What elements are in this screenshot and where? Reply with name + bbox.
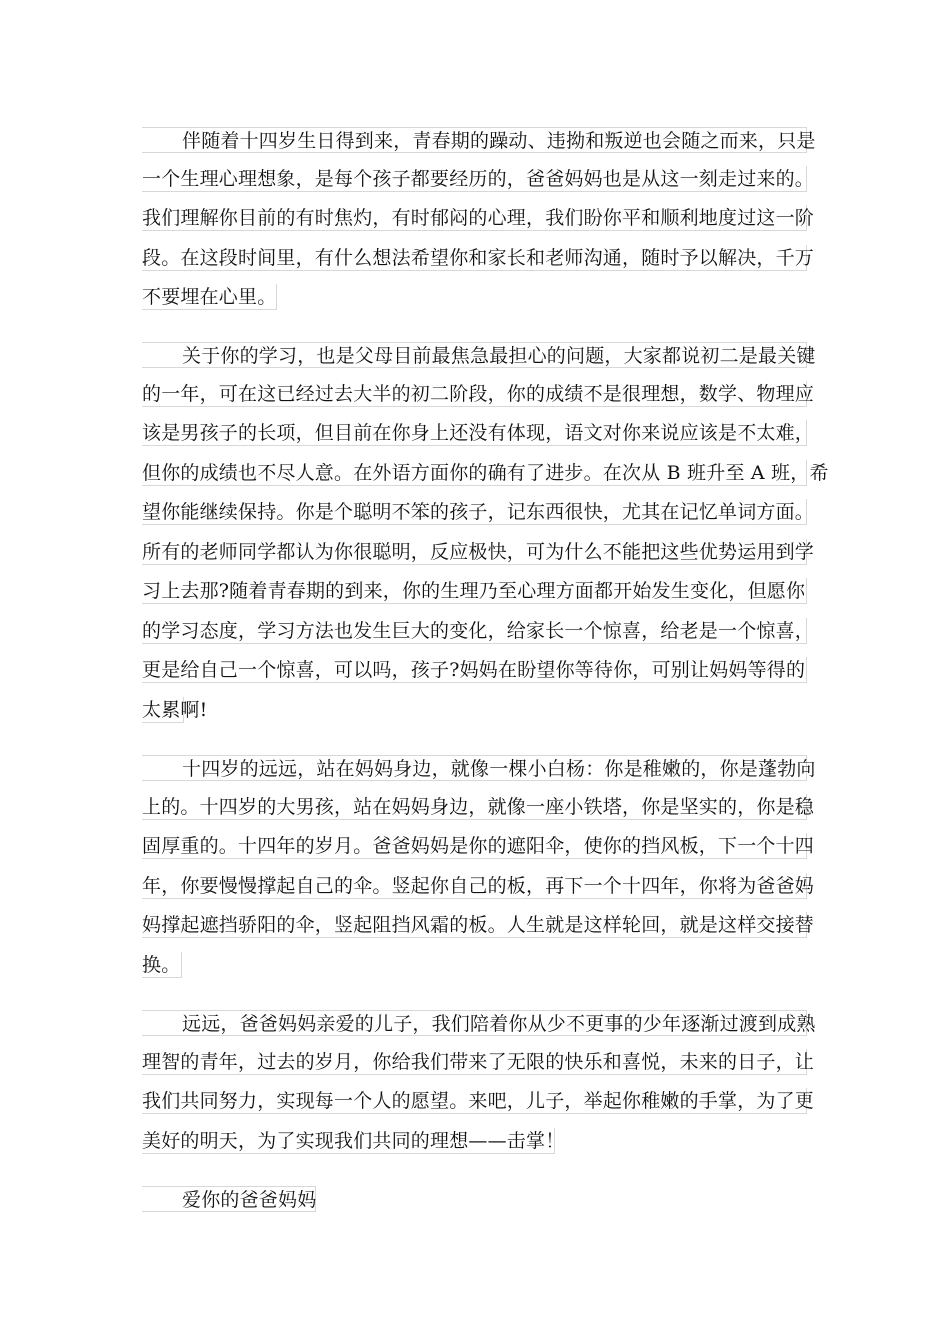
paragraph-line: 远远，爸爸妈妈亲爱的儿子，我们陪着你从少不更事的少年逐渐过渡到成熟 — [142, 1010, 807, 1036]
paragraph-line: 理智的青年，过去的岁月，你给我们带来了无限的快乐和喜悦，未来的日子，让 — [142, 1051, 815, 1073]
paragraph-line: 十四岁的远远，站在妈妈身边，就像一棵小白杨：你是稚嫩的，你是蓬勃向 — [142, 755, 807, 781]
paragraph-line: 换。 — [142, 954, 181, 976]
paragraph-line: 固厚重的。十四年的岁月。爸爸妈妈是你的遮阳伞，使你的挡风板，下一个十四 — [142, 835, 815, 857]
paragraph-line: 伴随着十四岁生日得到来，青春期的躁动、违拗和叛逆也会随之而来，只是 — [142, 127, 807, 153]
paragraph-line: 妈撑起遮挡骄阳的伞，竖起阻挡风霜的板。人生就是这样轮回，就是这样交接替 — [142, 914, 815, 936]
paragraph-line: 所有的老师同学都认为你很聪明，反应极快，可为什么不能把这些优势运用到学 — [142, 541, 815, 563]
paragraph-line: 但你的成绩也不尽人意。在外语方面你的确有了进步。在次从 B 班升至 A 班，希 — [142, 462, 829, 484]
paragraph-line: 的学习态度，学习方法也发生巨大的变化，给家长一个惊喜，给老是一个惊喜， — [142, 620, 815, 642]
paragraph-line: 一个生理心理想象，是每个孩子都要经历的，爸爸妈妈也是从这一刻走过来的。 — [142, 168, 815, 190]
paragraph-line: 美好的明天，为了实现我们共同的理想——击掌！ — [142, 1130, 565, 1152]
paragraph-line: 不要埋在心里。 — [142, 286, 277, 308]
paragraph-line: 更是给自己一个惊喜，可以吗，孩子?妈妈在盼望你等待你，可别让妈妈等得的 — [142, 659, 806, 681]
paragraph-line: 太累啊! — [142, 699, 208, 721]
paragraph-line: 上的。十四岁的大男孩，站在妈妈身边，就像一座小铁塔，你是坚实的，你是稳 — [142, 796, 815, 818]
paragraph-line: 关于你的学习，也是父母目前最焦急最担心的问题，大家都说初二是最关键 — [142, 342, 807, 368]
paragraph-line: 的一年，可在这已经过去大半的初二阶段，你的成绩不是很理想，数学、物理应 — [142, 383, 815, 405]
paragraph-line: 段。在这段时间里，有什么想法希望你和家长和老师沟通，随时予以解决，千万 — [142, 247, 815, 269]
paragraph-line: 该是男孩子的长项，但目前在你身上还没有体现，语文对你来说应该是不太难， — [142, 422, 815, 444]
paragraph-line: 我们理解你目前的有时焦灼，有时郁闷的心理，我们盼你平和顺利地度过这一阶 — [142, 207, 815, 229]
paragraph-line: 习上去那?随着青春期的到来，你的生理乃至心理方面都开始发生变化，但愿你 — [142, 580, 806, 602]
signature-line: 爱你的爸爸妈妈 — [142, 1186, 316, 1212]
paragraph-line: 我们共同努力，实现每一个人的愿望。来吧，儿子，举起你稚嫩的手掌，为了更 — [142, 1090, 815, 1112]
paragraph-line: 望你能继续保持。你是个聪明不笨的孩子，记东西很快，尤其在记忆单词方面。 — [142, 501, 815, 523]
paragraph-line: 年，你要慢慢撑起自己的伞。竖起你自己的板，再下一个十四年，你将为爸爸妈 — [142, 875, 815, 897]
